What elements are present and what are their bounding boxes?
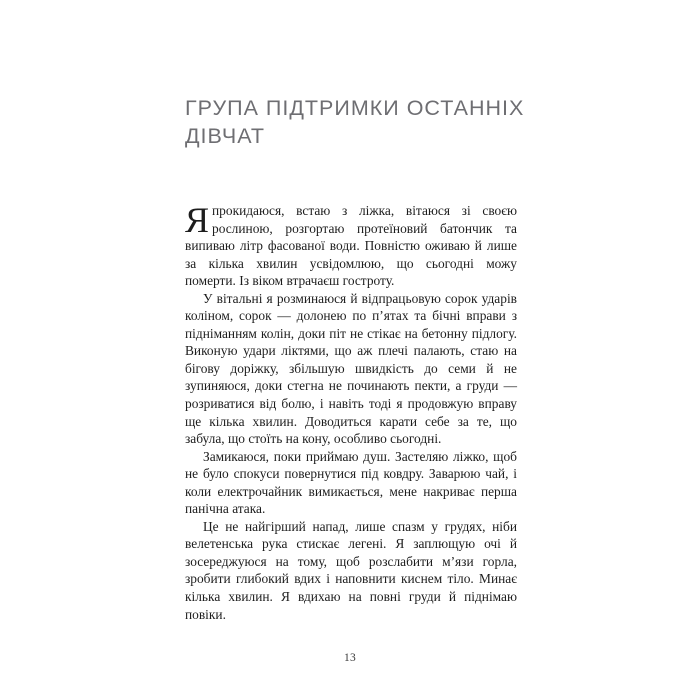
page-number: 13 — [343, 652, 357, 664]
body-text-block — [185, 202, 517, 623]
chapter-title: ГРУПА ПІДТРИМКИ ОСТАННІХ ДІВЧАТ — [185, 96, 525, 149]
body-paragraph-1: Япрокидаюся, встаю з ліжка, вітаюся зі своєю рослиною, розгортаю протеїновий батончик та випиваю літр фасованої води. Повністю оживаю й лише за кілька хвилин усвідомлюю, що сьогодні можу померти. Із віком втрачаєш гостроту. — [185, 200, 517, 289]
body-paragraph-4: Це не найгірший напад, лише спазм у грудях, ніби велетенська рука стискає легені. Я заплющую очі й зосереджуюся на тому, щоб розслабити м’язи горла, зробити глибокий вдих і наповнити киснем тіло. Минає кілька хвилин. Я вдихаю на повні груди й піднімаю повіки. — [185, 518, 517, 622]
body-paragraph-2: У вітальні я розминаюся й відпрацьовую сорок ударів коліном, сорок — долонею по п’ятах та бічні вправи з підніманням колін, доки піт не стікає на бетонну підлогу. Виконую удари ліктями, що аж плечі палають, стаю на бігову доріжку, збільшую швидкість до семи й не зупиняюся, доки стегна не починають пекти, а груди — розриватися від болю, і навіть тоді я продовжую вправу ще кілька хвилин. Доводиться карати себе за те, що забула, що стоїть на кону, особливо сьогодні. — [185, 290, 517, 447]
body-paragraph-3: Замикаюся, поки приймаю душ. Застеляю ліжко, щоб не було спокуси повернутися під ковдру. Заварюю чай, і коли електрочайник вимикається, мене накриває перша панічна атака. — [185, 448, 517, 517]
